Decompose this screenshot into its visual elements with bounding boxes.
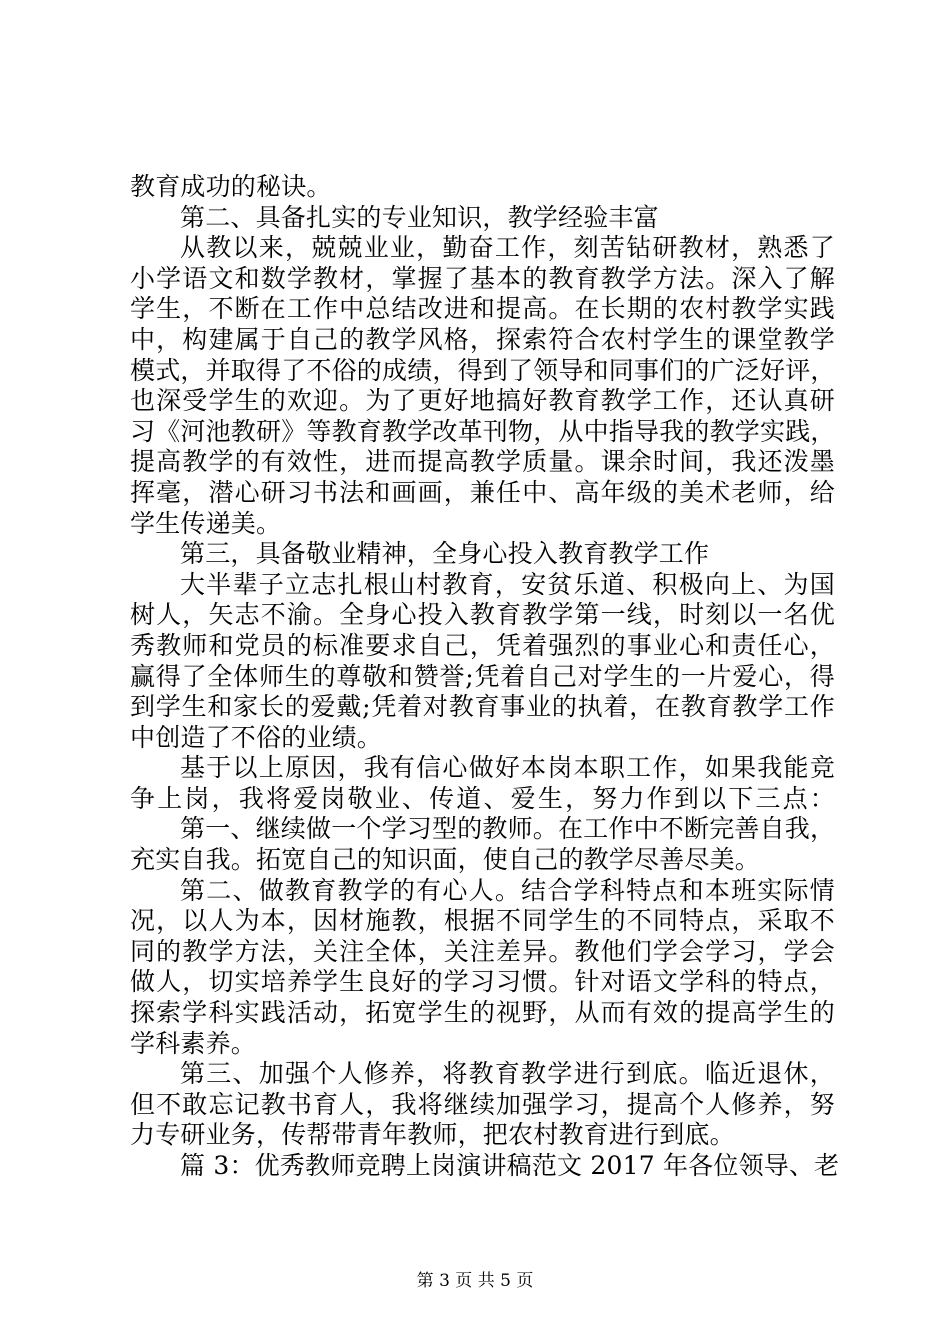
paragraph-line: 力专研业务，传帮带青年教师，把农村教育进行到底。 xyxy=(130,1120,735,1150)
paragraph-line: 做人，切实培养学生良好的学习习惯。针对语文学科的特点， xyxy=(130,967,835,997)
paragraph-line: 学生，不断在工作中总结改进和提高。在长期的农村教学实践 xyxy=(130,294,835,324)
paragraph-line: 中创造了不俗的业绩。 xyxy=(130,722,383,752)
section-heading: 第三，具备敬业精神，全身心投入教育教学工作 xyxy=(180,539,710,569)
paragraph-line: 第三、加强个人修养，将教育教学进行到底。临近退休， xyxy=(180,1059,835,1089)
paragraph-line: 同的教学方法，关注全体，关注差异。教他们学会学习，学会 xyxy=(130,936,835,966)
section-heading: 第二、具备扎实的专业知识，教学经验丰富 xyxy=(180,202,659,232)
paragraph-line: 树人，矢志不渝。全身心投入教育教学第一线，时刻以一名优 xyxy=(130,600,835,630)
paragraph-line: 习《河池教研》等教育教学改革刊物，从中指导我的教学实践， xyxy=(130,416,836,446)
paragraph-line: 充实自我。拓宽自己的知识面，使自己的教学尽善尽美。 xyxy=(130,845,761,875)
paragraph-line: 小学语文和数学教材，掌握了基本的教育教学方法。深入了解 xyxy=(130,263,835,293)
paragraph-line: 教育成功的秘诀。 xyxy=(130,172,332,201)
paragraph-line: 从教以来，兢兢业业，勤奋工作，刻苦钻研教材，熟悉了 xyxy=(180,233,835,263)
paragraph-line: 但不敢忘记教书育人，我将继续加强学习，提高个人修养，努 xyxy=(130,1089,835,1119)
paragraph-line: 提高教学的有效性，进而提高教学质量。课余时间，我还泼墨 xyxy=(130,447,835,477)
paragraph-line: 篇 3：优秀教师竞聘上岗演讲稿范文 2017 年各位领导、老 xyxy=(180,1151,840,1180)
paragraph-line: 争上岗，我将爱岗敬业、传道、爱生，努力作到以下三点： xyxy=(130,783,835,813)
paragraph-line: 挥毫，潜心研习书法和画画，兼任中、高年级的美术老师，给 xyxy=(130,477,835,507)
paragraph-line: 赢得了全体师生的尊敬和赞誉;凭着自己对学生的一片爱心，得 xyxy=(130,661,835,691)
document-body xyxy=(130,172,840,1182)
paragraph-line: 秀教师和党员的标准要求自己，凭着强烈的事业心和责任心， xyxy=(130,630,835,660)
paragraph-line: 基于以上原因，我有信心做好本岗本职工作，如果我能竞 xyxy=(180,753,835,783)
paragraph-line: 大半辈子立志扎根山村教育，安贫乐道、积极向上、为国 xyxy=(180,569,835,599)
paragraph-line: 第一、继续做一个学习型的教师。在工作中不断完善自我， xyxy=(180,814,836,844)
paragraph-line: 第二、做教育教学的有心人。结合学科特点和本班实际情 xyxy=(180,875,835,905)
paragraph-line: 学科素养。 xyxy=(130,1028,257,1058)
paragraph-line: 学生传递美。 xyxy=(130,508,282,538)
paragraph-line: 到学生和家长的爱戴;凭着对教育事业的执着，在教育教学工作 xyxy=(130,692,835,722)
paragraph-line: 中，构建属于自己的教学风格，探索符合农村学生的课堂教学 xyxy=(130,324,835,354)
paragraph-line: 模式，并取得了不俗的成绩，得到了领导和同事们的广泛好评， xyxy=(130,355,836,385)
page-footer: 第 3 页 共 5 页 xyxy=(416,1271,534,1291)
paragraph-line: 况，以人为本，因材施教，根据不同学生的不同特点，采取不 xyxy=(130,906,835,936)
paragraph-line: 也深受学生的欢迎。为了更好地搞好教育教学工作，还认真研 xyxy=(130,386,835,416)
paragraph-line: 探索学科实践活动，拓宽学生的视野，从而有效的提高学生的 xyxy=(130,998,835,1028)
